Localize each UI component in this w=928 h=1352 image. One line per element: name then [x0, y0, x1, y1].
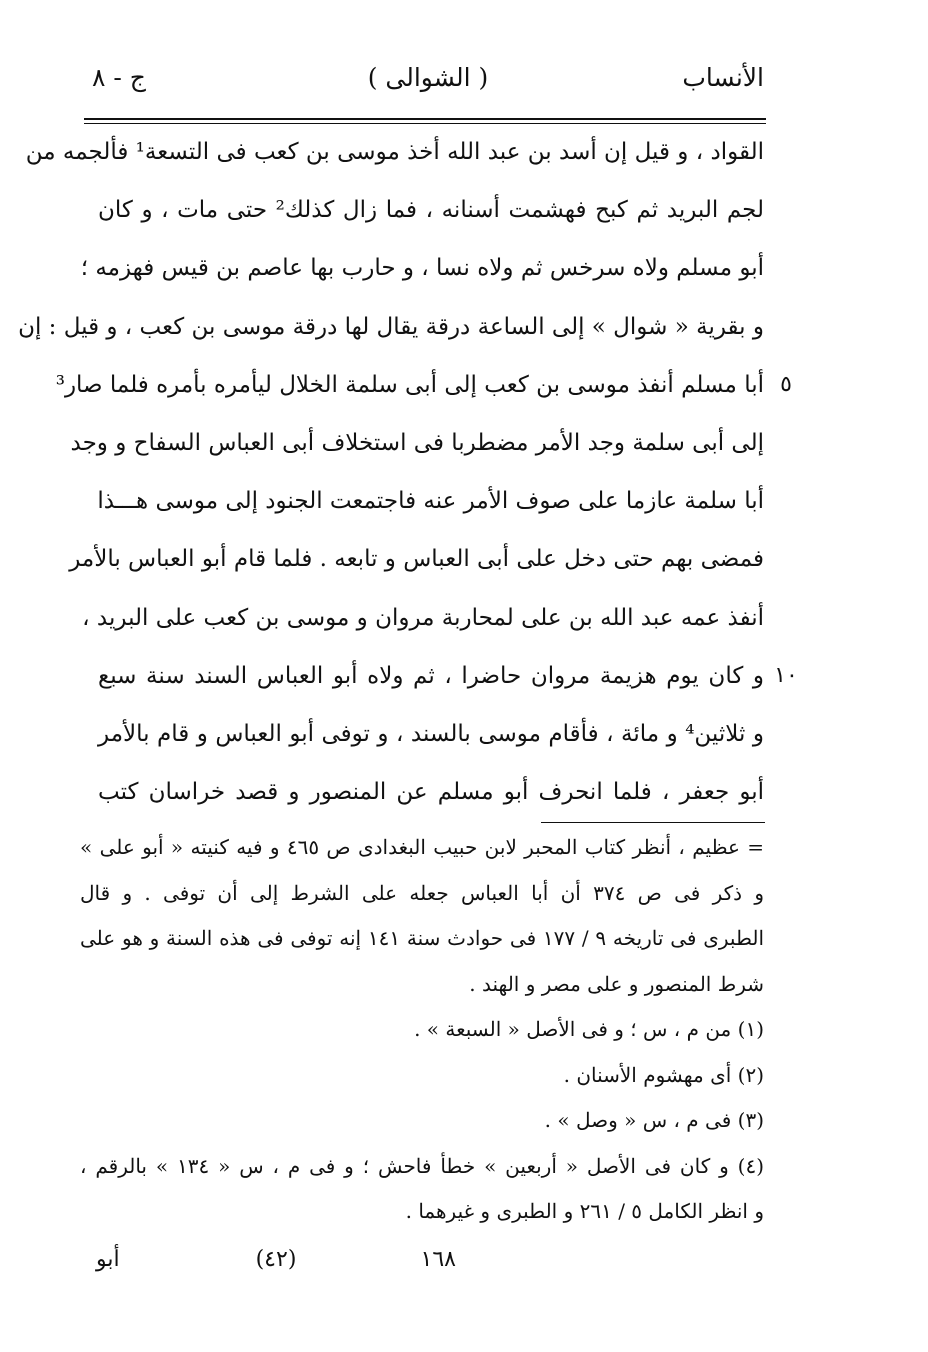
text-line: و ثلاثين⁴ و مائة ، فأقام موسى بالسند ، و توفى أبو العباس و قام بالأمر	[98, 721, 764, 747]
footnote-line: (٢) أى مهشوم الأسنان .	[563, 1062, 764, 1087]
footnote-line: = عظيم ، أنظر كتاب المحبر لابن حبيب البغدادى ص ٤٦٥ و فيه كنيته « أبو على »	[80, 835, 765, 859]
text-line: أبا سلمة عازما على صوف الأمر عنه فاجتمعت الجنود إلى موسى هـــذا	[97, 488, 764, 515]
text-line: لجم البريد ثم كبح فهشمت أسنانه ، فما زال كذلك² حتى مات ، و كان	[98, 197, 765, 224]
text-line: القواد ، و قيل إن أسد بن عبد الله أخذ موسى بن كعب فى التسعة¹ فألجمه من	[25, 139, 764, 165]
text-line: أبا مسلم أنفذ موسى بن كعب إلى أبى سلمة الخلال ليأمره بأمره فلما صار³	[55, 371, 764, 398]
footnote-line: (١) من م ، س ؛ و فى الأصل « السبعة » .	[414, 1017, 764, 1041]
text-line: فمضى بهم حتى دخل على أبى العباس و تابعه . فلما قام أبو العباس بالأمر	[69, 546, 764, 573]
text-line: أبو مسلم ولاه سرخس ثم ولاه نسا ، و حارب بها عاصم بن قيس فهزمه ؛	[80, 255, 764, 282]
text-line: إلى أبى سلمة وجد الأمر مضطربا فى استخلاف أبى العباس السفاح و وجد	[70, 430, 764, 456]
entry-title: ( الشوالى )	[367, 63, 489, 92]
running-header	[92, 58, 764, 98]
book-title: الأنساب	[682, 63, 764, 92]
page-footer	[96, 1240, 456, 1280]
line-number: ١٠	[774, 662, 798, 688]
catchword: أبو	[96, 1247, 120, 1272]
text-line: أبو جعفر ، فلما انحرف أبو مسلم عن المنصور و قصد خراسان كتب	[98, 779, 764, 806]
header-rule-thin	[84, 123, 766, 124]
text-line: و كان يوم هزيمة مروان حاضرا ، ثم ولاه أبو العباس السند سنة سبع	[98, 662, 764, 689]
footnote-line: و انظر الكامل ٥ / ٢٦١ و الطبرى و غيرهما .	[405, 1199, 764, 1223]
line-number: ٥	[780, 371, 792, 397]
signature-mark: (٤٢)	[255, 1247, 297, 1272]
footnote-line: و ذكر فى ص ٣٧٤ أن أبا العباس جعله على الشرط إلى أن توفى . و قال	[80, 880, 764, 905]
footnote-line: (٤) و كان فى الأصل « أربعين » خطأ فاحش ؛ و فى م ، س « ١٣٤ » بالرقم ،	[80, 1153, 764, 1178]
volume-number: ج - ٨	[92, 63, 146, 92]
footnote-line: شرط المنصور و على مصر و الهند .	[469, 971, 764, 996]
text-line: أنفذ عمه عبد الله بن على لمحاربة مروان و موسى بن كعب على البريد ،	[82, 604, 764, 631]
footnote-separator	[541, 822, 765, 823]
footnote-line: الطبرى فى تاريخه ٩ / ١٧٧ فى حوادث سنة ١٤١ إنه توفى فى هذه السنة و هو على	[80, 926, 764, 950]
footnote-line: (٣) فى م ، س « وصل » .	[544, 1108, 764, 1132]
text-line: و بقرية « شوال » إلى الساعة درقة يقال لها درقة موسى بن كعب ، و قيل : إن	[18, 313, 764, 340]
page-number: ١٦٨	[420, 1247, 456, 1272]
header-rule	[84, 118, 766, 120]
